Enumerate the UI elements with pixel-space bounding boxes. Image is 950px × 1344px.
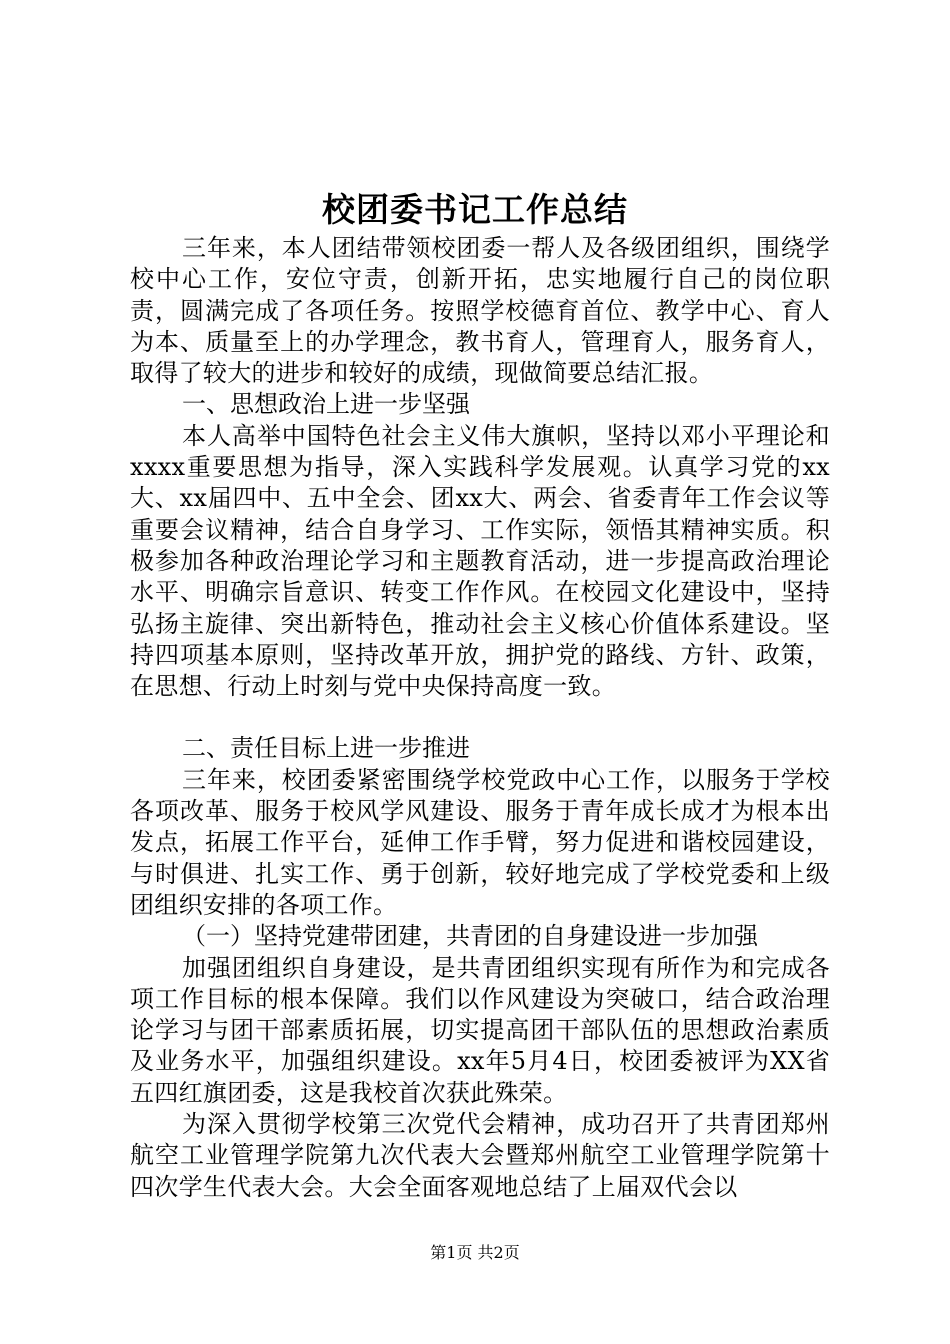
paragraph-congress: 为深入贯彻学校第三次党代会精神，成功召开了共青团郑州航空工业管理学院第九次代表大会暨郑州航空工业管理学院第十四次学生代表大会。大会全面客观地总结了上届双代会以 <box>130 1110 830 1201</box>
section-heading-1: 一、思想政治上进一步坚强 <box>182 390 470 419</box>
paragraph-political: 本人高举中国特色社会主义伟大旗帜，坚持以邓小平理论和xxxx重要思想为指导，深入实践科学发展观。认真学习党的xx大、xx届四中、五中全会、团xx大、两会、省委青年工作会议等重要会议精神，结合自身学习、工作实际，领悟其精神实质。积极参加各种政治理论学习和主题教育活动，进一步提高政治理论水平、明确宗旨意识、转变工作作风。在校园文化建设中，坚持弘扬主旋律、突出新特色，推动社会主义核心价值体系建设。坚持四项基本原则，坚持改革开放，拥护党的路线、方针、政策，在思想、行动上时刻与党中央保持高度一致。 <box>130 421 830 701</box>
paragraph-self-building: 加强团组织自身建设，是共青团组织实现有所作为和完成各项工作目标的根本保障。我们以作风建设为突破口，结合政治理论学习与团干部素质拓展，切实提高团干部队伍的思想政治素质及业务水平，加强组织建设。xx年5月4日，校团委被评为XX省五四红旗团委，这是我校首次获此殊荣。 <box>130 953 830 1107</box>
section-heading-2: 二、责任目标上进一步推进 <box>182 734 470 763</box>
document-body <box>130 233 830 1203</box>
page-number: 第1页 共2页 <box>430 1243 520 1262</box>
document-title: 校团委书记工作总结 <box>322 190 628 229</box>
paragraph-intro: 三年来，本人团结带领校团委一帮人及各级团组织，围绕学校中心工作，安位守责，创新开拓，忠实地履行自己的岗位职责，圆满完成了各项任务。按照学校德育首位、教学中心、育人为本、质量至上的办学理念，教书育人，管理育人，服务育人，取得了较大的进步和较好的成绩，现做简要总结汇报。 <box>130 234 830 388</box>
subsection-heading-1: （一）坚持党建带团建，共青团的自身建设进一步加强 <box>182 922 758 951</box>
blank-line <box>130 702 830 733</box>
paragraph-responsibility: 三年来，校团委紧密围绕学校党政中心工作，以服务于学校各项改革、服务于校风学风建设、服务于青年成长成才为根本出发点，拓展工作平台，延伸工作手臂，努力促进和谐校园建设，与时俱进、扎实工作、勇于创新，较好地完成了学校党委和上级团组织安排的各项工作。 <box>130 765 830 919</box>
